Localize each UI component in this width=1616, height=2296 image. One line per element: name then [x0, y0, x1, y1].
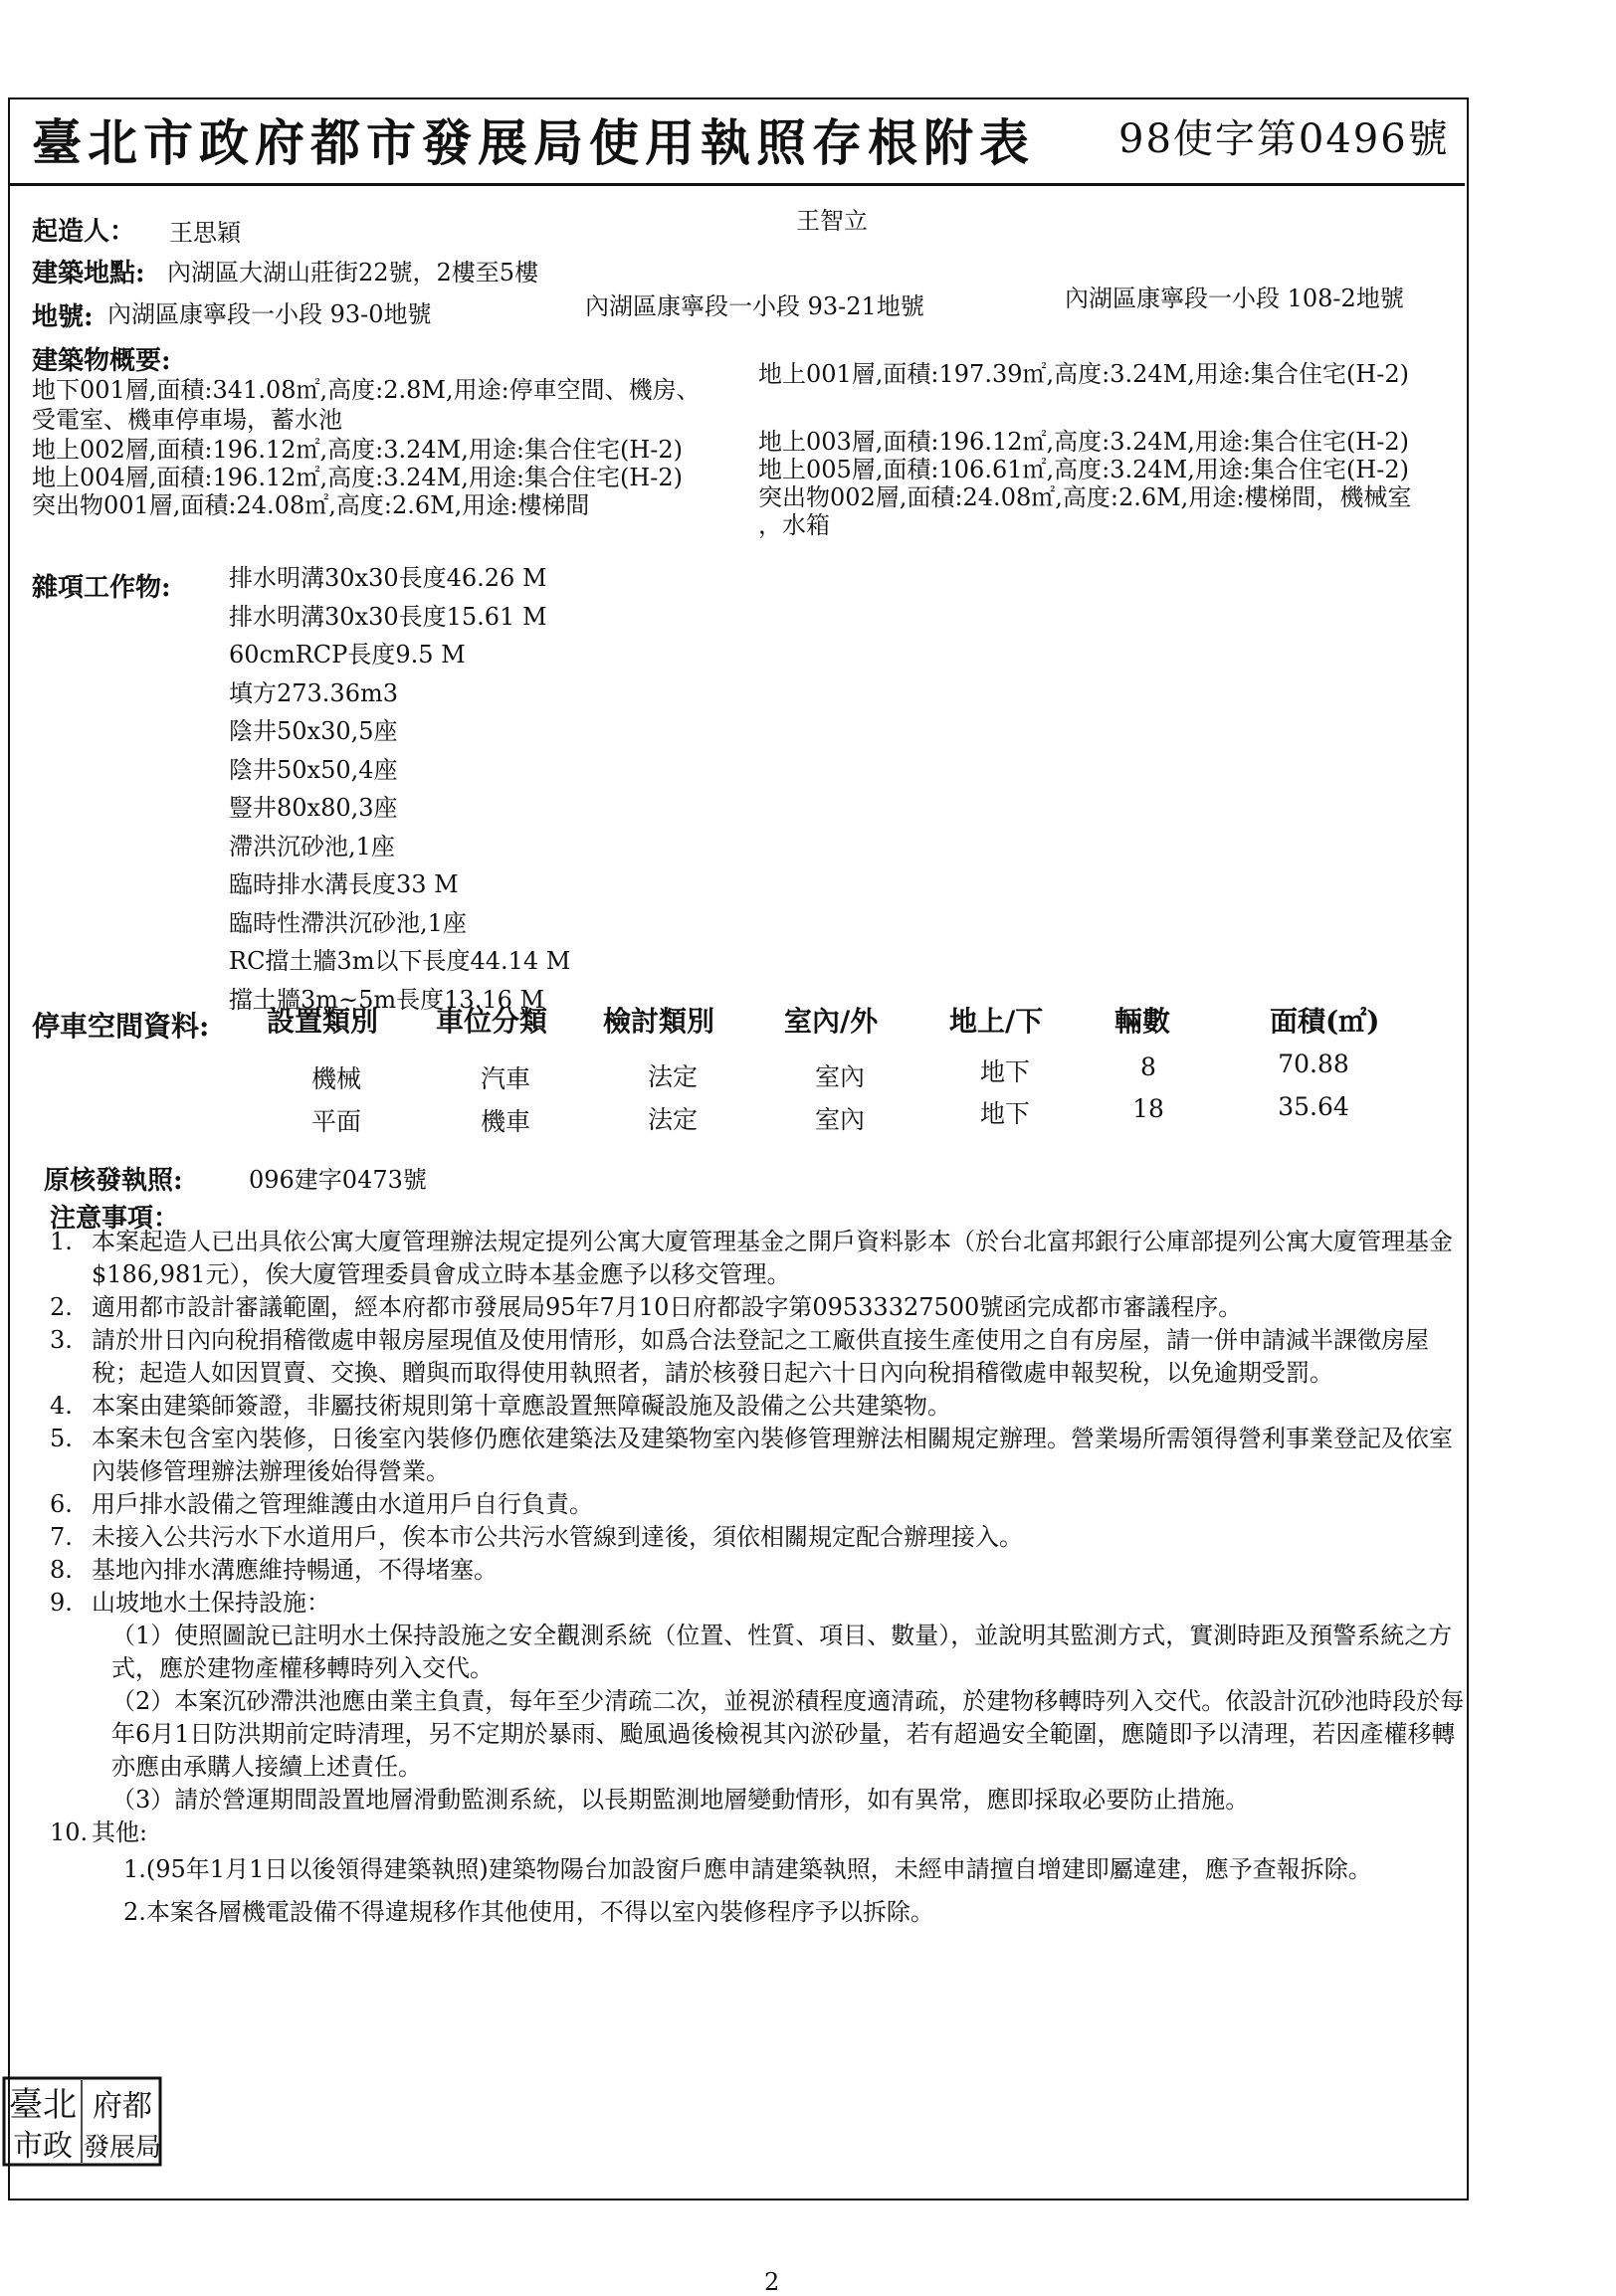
table-cell: 18 — [1132, 1094, 1164, 1123]
site-label: 建築地點: — [32, 259, 145, 288]
note-number: 9. — [50, 1589, 73, 1617]
page-title: 臺北市政府都市發展局使用執照存根附表 — [32, 113, 1035, 172]
list-item: 擋土牆3m~5m長度13.16 M — [229, 985, 545, 1014]
note-text: 本案起造人已出具依公寓大廈管理辦法規定提列公寓大廈管理基金之開戶資料影本（於台北富邦銀行公庫部提列公寓大廈管理基金$186,981元），俟大廈管理委員會成立時本基金應予以移交管理。 — [92, 1228, 1453, 1288]
lot-1: 內湖區康寧段一小段 93-0地號 — [107, 300, 432, 328]
original-permit-label: 原核發執照: — [44, 1166, 183, 1196]
note-number: 7. — [50, 1523, 73, 1551]
lot-2: 內湖區康寧段一小段 93-21地號 — [585, 292, 924, 320]
note-text: 本案未包含室內裝修，日後室內裝修仍應依建築法及建築物室內裝修管理辦法相關規定辦理。營業場所需領得營利事業登記及依室內裝修管理辦法辦理後始得營業。 — [92, 1425, 1453, 1485]
overview-left-1: 地下001層,面積:341.08㎡,高度:2.8M,用途:停車空間、機房、 — [32, 376, 701, 404]
note-item — [50, 1817, 1473, 1849]
table-cell: 室內 — [814, 1062, 865, 1091]
note-text: 山坡地水土保持設施： — [92, 1589, 330, 1617]
notes-label: 注意事項： — [50, 1204, 180, 1234]
note-number: 1. — [50, 1228, 73, 1255]
overview-left-2: 受電室、機車停車場，蓄水池 — [32, 406, 342, 434]
parking-header-class: 車位分類 — [436, 1005, 548, 1038]
svg-text:臺北: 臺北 — [9, 2085, 77, 2125]
table-cell: 汽車 — [480, 1064, 530, 1093]
overview-right-1: 地上001層,面積:197.39㎡,高度:3.24M,用途:集合住宅(H-2) — [758, 360, 1409, 388]
misc-works-label: 雜項工作物: — [32, 573, 171, 603]
note-10-sub-2: 2.本案各層機電設備不得違規移作其他使用，不得以室內裝修程序予以拆除。 — [123, 1898, 934, 1926]
list-item: 60cmRCP長度9.5 M — [229, 641, 466, 669]
note-9-sub-1: （1）使照圖說已註明水土保持設施之安全觀測系統（位置、性質、項目、數量），並說明其監測方式，實測時距及預警系統之方式，應於建物產權移轉時列入交代。 — [111, 1622, 1453, 1682]
list-item: 排水明溝30x30長度46.26 M — [229, 564, 547, 592]
permit-number: 98使字第0496號 — [1118, 116, 1450, 162]
note-number: 8. — [50, 1556, 73, 1584]
note-text: 適用都市設計審議範圍，經本府都市發展局95年7月10日府都設字第09533327500號函完成都市審議程序。 — [92, 1293, 1243, 1321]
list-item: 陰井50x30,5座 — [229, 717, 398, 745]
table-cell: 地下 — [979, 1057, 1030, 1086]
official-seal — [0, 2074, 164, 2169]
note-10-sub-1: 1.(95年1月1日以後領得建築執照)建築物陽台加設窗戶應申請建築執照，未經申請擅自增建即屬違建，應予查報拆除。 — [123, 1855, 1372, 1883]
note-9-sub-2: （2）本案沉砂滯洪池應由業主負責，每年至少清疏二次，並視淤積程度適清疏，於建物移轉時列入交代。依設計沉砂池時段於每年6月1日防洪期前定時清理，另不定期於暴雨、颱風過後檢視其內淤砂量，若有超過安全範圍，應隨即予以清理，若因產權移轉亦應由承購人接續上述責任。 — [111, 1687, 1465, 1781]
svg-text:市政: 市政 — [13, 2129, 73, 2164]
list-item: 填方273.36m3 — [229, 678, 399, 707]
table-cell: 平面 — [310, 1107, 361, 1136]
table-cell: 8 — [1140, 1052, 1156, 1081]
svg-text:府都: 府都 — [93, 2089, 152, 2124]
parking-header-level: 地上/下 — [949, 1005, 1044, 1038]
note-text: 本案由建築師簽證，非屬技術規則第十章應設置無障礙設施及設備之公共建築物。 — [92, 1392, 951, 1420]
original-permit-value: 096建字0473號 — [249, 1166, 427, 1194]
page-number: 2 — [764, 2268, 780, 2296]
applicant-name-1: 王思穎 — [169, 219, 241, 247]
overview-right-5: ，水箱 — [758, 511, 830, 539]
note-item — [50, 1226, 1473, 1291]
parking-header-review: 檢討類別 — [603, 1005, 715, 1038]
applicant-label: 起造人： — [32, 217, 136, 247]
table-cell: 機車 — [480, 1107, 530, 1136]
list-item: 豎井80x80,3座 — [229, 794, 398, 822]
overview-left-5: 突出物001層,面積:24.08㎡,高度:2.6M,用途:樓梯間 — [32, 491, 590, 519]
misc-works-list — [229, 559, 570, 1019]
table-cell: 70.88 — [1278, 1050, 1349, 1078]
note-number: 6. — [50, 1490, 73, 1518]
note-number: 5. — [50, 1425, 73, 1452]
title-bar — [8, 97, 1465, 186]
list-item: 排水明溝30x30長度15.61 M — [229, 602, 547, 631]
table-cell: 地下 — [979, 1099, 1030, 1128]
note-text: 其他: — [92, 1818, 148, 1846]
note-item — [50, 1324, 1473, 1390]
table-cell: 機械 — [310, 1064, 361, 1093]
table-cell: 室內 — [814, 1105, 865, 1134]
note-item — [50, 1390, 1473, 1423]
overview-left-4: 地上004層,面積:196.12㎡,高度:3.24M,用途:集合住宅(H-2) — [32, 464, 683, 491]
list-item: RC擋土牆3m以下長度44.14 M — [229, 947, 571, 975]
note-text: 用戶排水設備之管理維護由水道用戶自行負責。 — [92, 1490, 593, 1518]
table-cell: 法定 — [647, 1105, 698, 1134]
list-item: 滯洪沉砂池,1座 — [229, 832, 395, 861]
note-number: 4. — [50, 1392, 73, 1420]
note-text: 基地內排水溝應維持暢通，不得堵塞。 — [92, 1556, 498, 1584]
note-number: 10. — [50, 1818, 89, 1846]
overview-right-3: 地上005層,面積:106.61㎡,高度:3.24M,用途:集合住宅(H-2) — [758, 456, 1409, 483]
overview-label: 建築物概要: — [32, 346, 171, 376]
site-value: 內湖區大湖山莊街22號，2樓至5樓 — [167, 259, 539, 287]
list-item: 陰井50x50,4座 — [229, 755, 398, 784]
note-item — [50, 1554, 1473, 1587]
note-item — [50, 1587, 1473, 1620]
parking-label: 停車空間資料: — [32, 1010, 210, 1043]
parking-header-type: 設置類別 — [267, 1005, 379, 1038]
lot-label: 地號: — [32, 302, 94, 332]
list-item: 臨時排水溝長度33 M — [229, 870, 459, 898]
note-9-sub-3: （3）請於營運期間設置地層滑動監測系統，以長期監測地層變動情形，如有異常，應即採取必要防止措施。 — [111, 1786, 1250, 1814]
overview-right-2: 地上003層,面積:196.12㎡,高度:3.24M,用途:集合住宅(H-2) — [758, 428, 1409, 456]
notes-list — [50, 1226, 1473, 1929]
note-text: 未接入公共污水下水道用戶，俟本市公共污水管線到達後，須依相關規定配合辦理接入。 — [92, 1523, 1023, 1551]
parking-header-area: 面積(㎡) — [1270, 1005, 1380, 1038]
note-item — [50, 1291, 1473, 1324]
parking-header-count: 輛數 — [1114, 1005, 1171, 1038]
note-item — [50, 1423, 1473, 1488]
overview-left-3: 地上002層,面積:196.12㎡,高度:3.24M,用途:集合住宅(H-2) — [32, 436, 683, 464]
note-text: 請於卅日內向稅捐稽徵處申報房屋現值及使用情形，如爲合法登記之工廠供直接生產使用之自有房屋，請一併申請減半課徵房屋稅；起造人如因買賣、交換、贈與而取得使用執照者，請於核發日起六十日內向稅捐稽徵處申報契稅，以免逾期受罰。 — [92, 1326, 1429, 1387]
note-number: 3. — [50, 1326, 73, 1354]
overview-right-4: 突出物002層,面積:24.08㎡,高度:2.6M,用途:樓梯間，機械室 — [758, 483, 1412, 511]
lot-3: 內湖區康寧段一小段 108-2地號 — [1065, 285, 1404, 312]
list-item: 臨時性滯洪沉砂池,1座 — [229, 908, 467, 937]
note-item — [50, 1488, 1473, 1521]
svg-text:發展局: 發展局 — [83, 2133, 162, 2163]
note-item — [50, 1521, 1473, 1554]
parking-header-indoor: 室內/外 — [784, 1005, 879, 1038]
note-number: 2. — [50, 1293, 73, 1321]
table-cell: 35.64 — [1278, 1092, 1349, 1121]
applicant-name-2: 王智立 — [796, 207, 868, 235]
table-cell: 法定 — [647, 1062, 698, 1091]
